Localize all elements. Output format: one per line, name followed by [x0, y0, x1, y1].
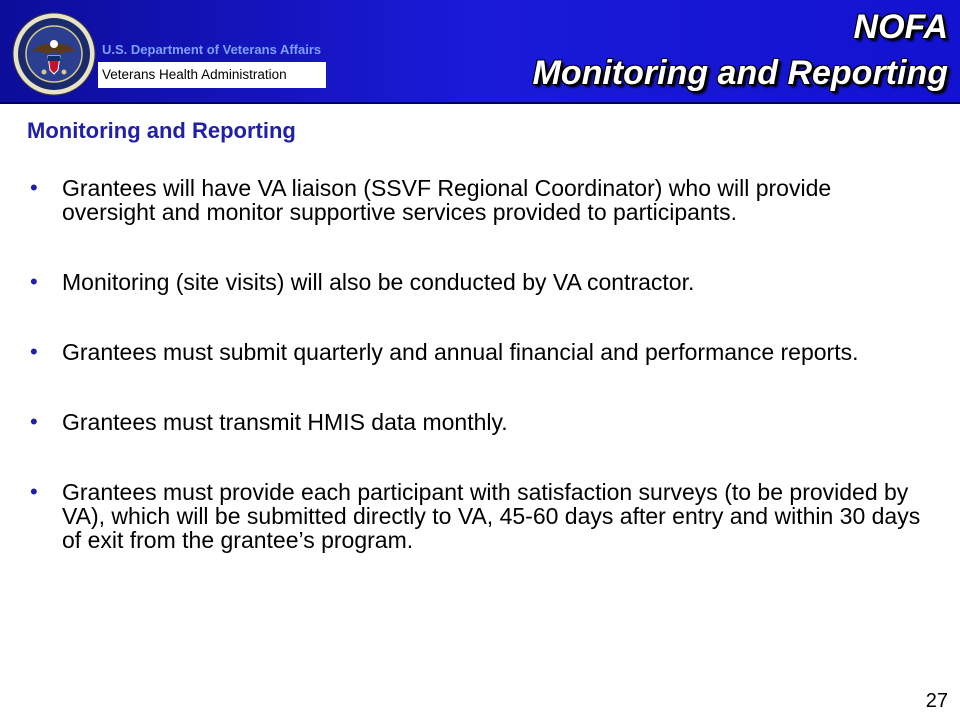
bullet-text: Grantees will have VA liaison (SSVF Regional Coordinator) who will provide oversight and monitor supportive services provided to participants.	[62, 175, 832, 225]
bullet-dot-icon: •	[30, 339, 38, 364]
bullet-dot-icon: •	[30, 409, 38, 434]
slide-title-line1: NOFA	[853, 8, 948, 46]
bullet-dot-icon: •	[30, 269, 38, 294]
administration-box	[98, 62, 326, 88]
va-seal-icon	[12, 12, 96, 96]
bullet-item	[28, 176, 928, 224]
bullet-text: Grantees must submit quarterly and annual financial and performance reports.	[62, 339, 859, 365]
bullet-text: Grantees must provide each participant with satisfaction surveys (to be provided by VA), which will be submitted directly to VA, 45-60 days after entry and within 30 days of exit from the grantee’s program.	[62, 479, 921, 553]
bullet-text: Grantees must transmit HMIS data monthly.	[62, 409, 508, 435]
bullet-text: Monitoring (site visits) will also be conducted by VA contractor.	[62, 269, 695, 295]
administration-name: Veterans Health Administration	[102, 67, 287, 82]
bullet-item	[28, 480, 928, 552]
bullet-item	[28, 340, 928, 364]
page-number: 27	[925, 690, 948, 712]
bullet-list	[28, 176, 928, 552]
bullet-dot-icon: •	[30, 479, 38, 504]
bullet-item	[28, 270, 928, 294]
slide-header	[0, 0, 960, 104]
bullet-dot-icon: •	[30, 175, 38, 200]
department-name: U.S. Department of Veterans Affairs	[102, 42, 322, 57]
slide-title-line2: Monitoring and Reporting	[532, 54, 948, 92]
bullet-item	[28, 410, 928, 434]
section-subheading: Monitoring and Reporting	[27, 118, 296, 143]
